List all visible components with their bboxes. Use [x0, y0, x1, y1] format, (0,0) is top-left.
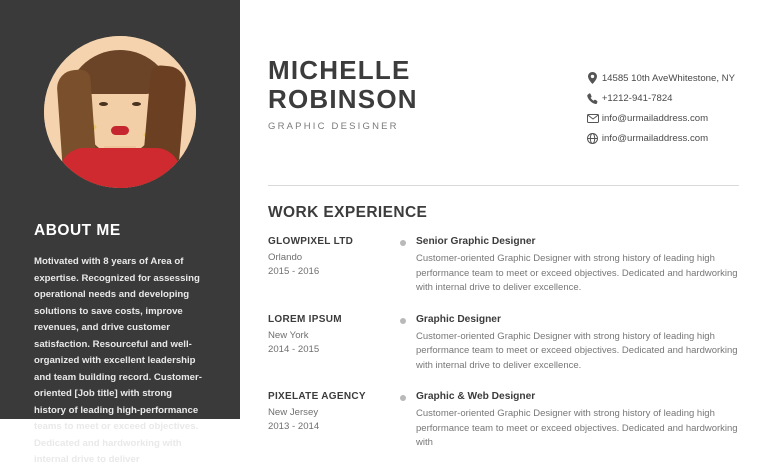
- contact-website-text: info@urmailaddress.com: [601, 133, 709, 144]
- experience-years: 2013 - 2014: [268, 421, 320, 432]
- name-block: [268, 56, 418, 153]
- globe-icon: [584, 133, 602, 144]
- experience-city: New York: [268, 329, 309, 341]
- location-pin-icon: [584, 72, 602, 84]
- contact-email-text: info@urmailaddress.com: [601, 113, 709, 124]
- bullet-dot-icon: [400, 240, 406, 246]
- about-me-title: ABOUT ME: [34, 222, 121, 239]
- experience-years: 2015 - 2016: [268, 266, 320, 277]
- resume-header: [268, 0, 739, 153]
- timeline-bullet: [400, 314, 416, 374]
- portrait-fringe: [82, 64, 158, 94]
- work-experience-title: WORK EXPERIENCE: [268, 204, 428, 221]
- timeline-bullet: [400, 236, 416, 296]
- sidebar: [0, 0, 240, 465]
- experience-city: Orlando: [268, 252, 303, 263]
- bullet-dot-icon: [400, 318, 406, 324]
- experience-company: LOREM IPSUM: [268, 313, 342, 325]
- main-content: [240, 0, 765, 448]
- experience-company: GLOWPIXEL LTD: [268, 236, 354, 247]
- header-divider: [268, 185, 739, 186]
- contact-address-text: 14585 10th AveWhitestone, NY: [601, 72, 735, 84]
- experience-detail-block: [416, 236, 739, 296]
- experience-item: [268, 314, 739, 374]
- experience-years: 2014 - 2015: [268, 343, 320, 355]
- phone-icon: [584, 93, 602, 104]
- contact-item-address: [584, 72, 735, 84]
- bullet-dot-icon: [400, 395, 406, 401]
- portrait-eye-right: [132, 102, 141, 106]
- about-me-text: Motivated with 8 years of Area of expertise. Recognized for assessing operational needs and developing solutions to save costs, improve revenues, and drive customer satisfaction. Resourceful and well-organized with excellent leadership and team building record. Customer-oriented [Job title] with strong history of leading high-performance teams to meet or exceed objectives. Dedicated and hardworking with internal drive to deliver: [34, 256, 202, 465]
- experience-city: New Jersey: [268, 407, 319, 418]
- experience-company-block: [268, 391, 400, 451]
- job-title: GRAPHIC DESIGNER: [268, 121, 399, 132]
- experience-item: [268, 391, 739, 451]
- experience-company: PIXELATE AGENCY: [268, 391, 366, 402]
- experience-item: [268, 236, 739, 296]
- experience-description: Customer-oriented Graphic Designer with strong history of leading high performance team to meet or exceed objectives. Dedicated and hardworking with internal drive to deliver excellence.: [416, 253, 738, 293]
- portrait-clothing: [60, 148, 180, 188]
- contact-item-website: [584, 133, 735, 144]
- work-experience-list: [268, 236, 739, 451]
- first-name: MICHELLE: [268, 55, 411, 85]
- about-me-section: [0, 222, 240, 469]
- envelope-icon: [584, 114, 602, 123]
- experience-detail-block: [416, 314, 739, 374]
- experience-detail-block: [416, 391, 739, 451]
- contact-list: [584, 56, 739, 153]
- contact-item-phone: [584, 93, 735, 104]
- timeline-bullet: [400, 391, 416, 451]
- last-name: ROBINSON: [268, 84, 418, 114]
- avatar: [44, 36, 196, 188]
- experience-description: Customer-oriented Graphic Designer with strong history of leading high performance team to meet or exceed objectives. Dedicated and hardworking with internal drive to deliver excellence.: [416, 330, 738, 371]
- contact-phone-text: +1212-941-7824: [601, 93, 673, 104]
- experience-company-block: [268, 236, 400, 296]
- experience-company-block: [268, 314, 400, 374]
- experience-role: Senior Graphic Designer: [416, 236, 536, 247]
- experience-description: Customer-oriented Graphic Designer with strong history of leading high performance team to meet or exceed objectives. Dedicated and hardworking with: [416, 408, 738, 448]
- experience-role: Graphic & Web Designer: [416, 391, 536, 402]
- contact-item-email: [584, 113, 735, 124]
- portrait-lips: [111, 126, 129, 135]
- experience-role: Graphic Designer: [416, 313, 501, 325]
- portrait-eye-left: [99, 102, 108, 106]
